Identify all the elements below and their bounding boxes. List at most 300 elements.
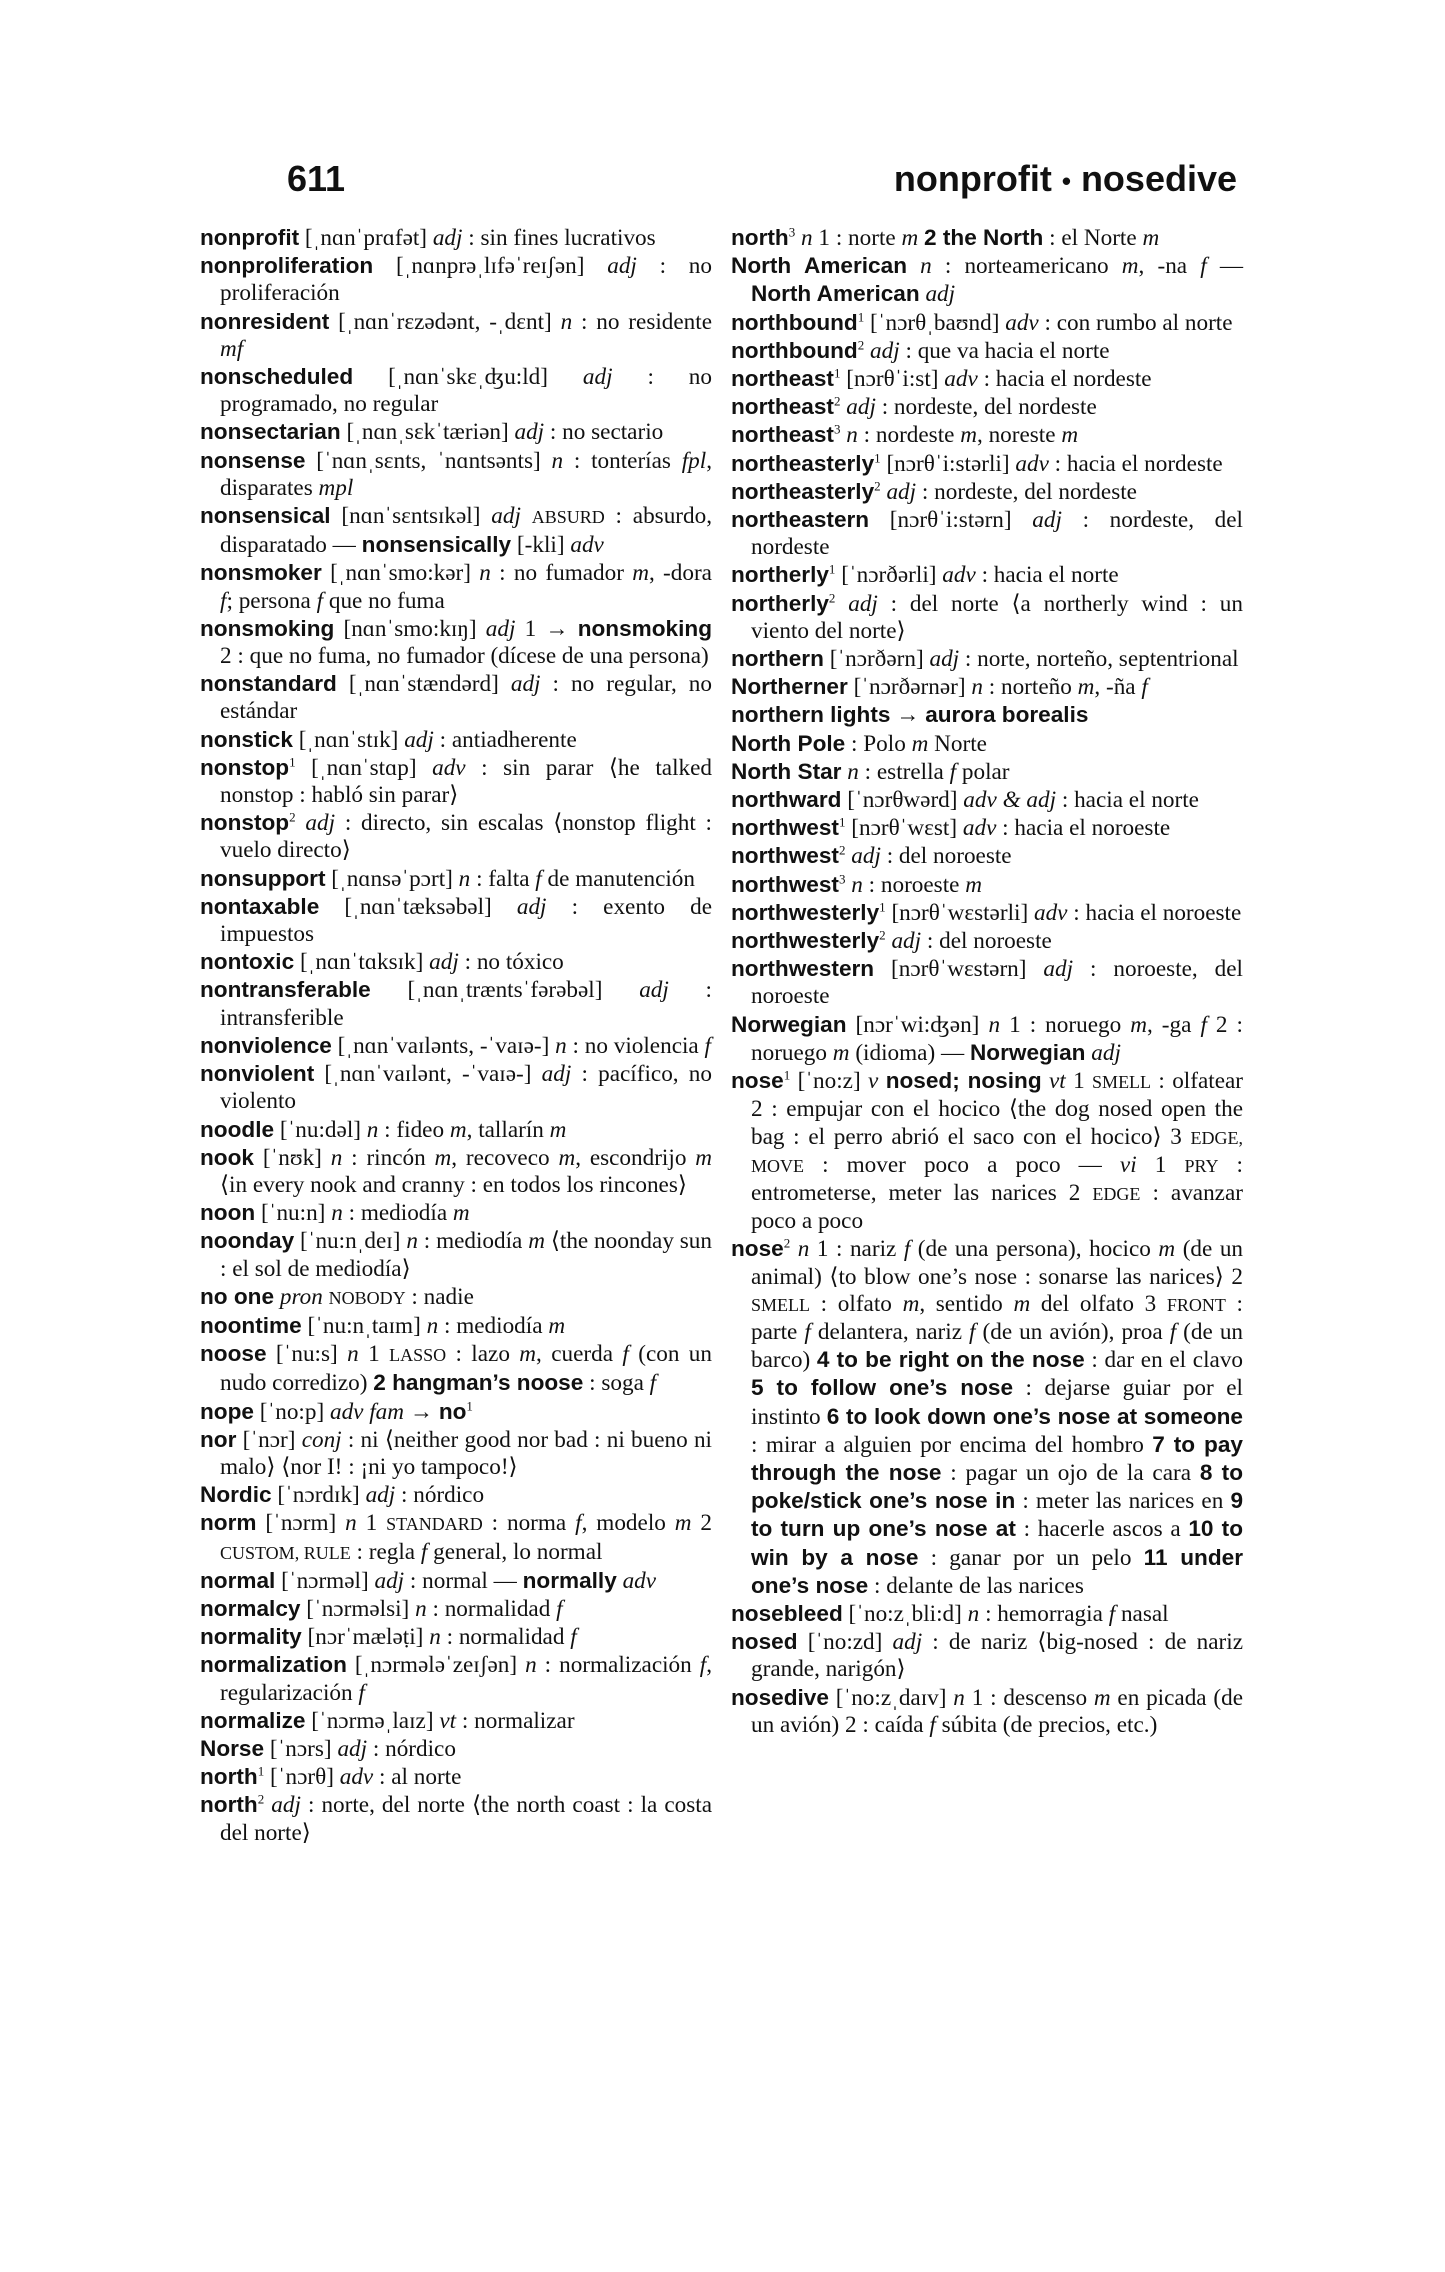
headword: nonscheduled	[200, 364, 354, 390]
dictionary-entry	[200, 502, 712, 559]
headword: Northerner	[731, 674, 848, 700]
label-italic: f	[570, 1624, 577, 1651]
dictionary-entry	[200, 865, 712, 893]
label-italic: m	[960, 422, 977, 449]
dictionary-entry	[200, 1340, 712, 1397]
label-italic: adj	[432, 225, 463, 251]
headword: nontransferable	[200, 977, 371, 1003]
label-italic: n	[345, 1510, 357, 1537]
label-italic: n	[429, 1624, 441, 1651]
definition-text: : norteño	[982, 674, 1078, 701]
dictionary-entry	[731, 309, 1243, 337]
label-italic: adj	[510, 671, 541, 698]
label-italic: f	[1200, 253, 1207, 280]
headword: 10 to win by a nose	[751, 1516, 1244, 1570]
dictionary-entry	[200, 308, 712, 363]
definition-text: [ˈno:zˌdaɪv]	[828, 1684, 954, 1711]
label-italic: m	[1158, 1236, 1176, 1263]
homograph-number: 1	[874, 449, 881, 465]
definition-text: [ˈno:z]	[790, 1068, 869, 1095]
headword: northern	[731, 646, 824, 672]
definition-text: : norte, norteño, septentrional	[959, 646, 1239, 673]
dictionary-entry	[731, 421, 1243, 449]
headword: noodle	[200, 1116, 275, 1142]
label-italic: adv	[432, 754, 466, 781]
definition-text: : al norte	[373, 1764, 462, 1791]
definition-text: [ˌnɑnˌsɛkˈtæriən]	[340, 419, 515, 446]
label-italic: adj	[305, 810, 336, 837]
definition-text: Norte	[928, 730, 987, 757]
definition-text: delantera, nariz	[810, 1318, 970, 1345]
definition-text: [-kli]	[511, 532, 571, 559]
label-italic: m	[449, 1116, 467, 1143]
definition-text: : mirar a alguien por encima del hombro	[751, 1431, 1153, 1458]
definition-text: : hacia el noroeste	[996, 815, 1171, 842]
dictionary-entry	[200, 559, 712, 614]
definition-text: , escondrijo	[575, 1144, 696, 1171]
label-italic: m	[549, 1116, 567, 1143]
definition-text: : nórdico	[395, 1482, 485, 1509]
dictionary-entry	[731, 1628, 1243, 1683]
label-italic: f	[1200, 1011, 1207, 1038]
definition-text: [ˈnu:s]	[266, 1341, 348, 1368]
definition-text: , tallarín	[466, 1116, 550, 1143]
definition-text: [nɔrˈwi:ʤən]	[846, 1011, 989, 1038]
label-italic: n	[347, 1341, 359, 1368]
label-italic: f	[575, 1510, 582, 1537]
headword: nonstop	[200, 810, 290, 836]
definition-text: [nɑnˈsmo:kɪŋ]	[334, 615, 486, 642]
headword: North American	[731, 253, 907, 279]
definition-text: : soga	[583, 1370, 650, 1397]
definition-text	[878, 1068, 885, 1094]
label-italic: m	[548, 1312, 566, 1339]
definition-text: 2	[691, 1510, 713, 1537]
small-caps-synonym: LASSO	[389, 1345, 447, 1366]
headword: nontaxable	[200, 893, 320, 919]
headword: nonsmoker	[200, 560, 322, 586]
definition-text: : no sectario	[544, 419, 664, 446]
label-italic: adj	[1091, 1039, 1121, 1066]
headword: northerly	[731, 590, 829, 616]
headword: nonsectarian	[200, 419, 341, 445]
definition-text: , cuerda	[536, 1341, 623, 1368]
homograph-number: 1	[838, 814, 846, 830]
definition-text: : parte	[751, 1290, 1244, 1345]
definition-text: [ˈnu:n]	[255, 1200, 332, 1227]
definition-text: : nordeste, del nordeste	[751, 507, 1243, 561]
definition-text: [ˈnu:nˌtaɪm]	[301, 1312, 427, 1339]
headword: Norwegian	[969, 1039, 1086, 1065]
headword: nontoxic	[200, 949, 295, 975]
definition-text: [nɔrθˈwɛst]	[845, 815, 963, 842]
label-italic: n	[366, 1116, 379, 1143]
definition-text: ⟨in every nook and cranny : en todos los rincones⟩	[220, 1171, 687, 1198]
definition-text: : nórdico	[367, 1735, 456, 1762]
guide-words	[894, 158, 1237, 200]
label-italic: adj	[870, 337, 900, 364]
definition-text: [ˈnɑnˌsɛnts, ˈnɑntsənts]	[305, 447, 552, 474]
definition-text	[1042, 1068, 1049, 1094]
dictionary-entry	[200, 1060, 712, 1115]
label-italic: mf	[220, 335, 244, 362]
label-italic: n	[846, 422, 858, 449]
definition-text: , -ña	[1094, 674, 1142, 701]
definition-text: [ˈnu:dəl]	[274, 1116, 367, 1143]
label-italic: m	[1093, 1684, 1111, 1711]
label-italic: n	[953, 1684, 965, 1711]
headword: northern lights	[731, 702, 891, 728]
headword: nonprofit	[200, 225, 300, 250]
headword: nosebleed	[731, 1600, 843, 1626]
label-italic: f	[929, 1711, 936, 1738]
label-italic: adv	[1033, 899, 1068, 926]
definition-text: →	[890, 702, 926, 729]
definition-text: ; persona	[226, 587, 317, 614]
homograph-number: 2	[289, 809, 296, 825]
label-italic: adj	[891, 928, 922, 955]
headword: 2 the North	[924, 225, 1044, 250]
label-italic: m	[558, 1144, 576, 1171]
dictionary-entry	[731, 645, 1243, 673]
definition-text: : nordeste, del nordeste	[875, 394, 1097, 421]
definition-text: [nɔrθˈi:st]	[840, 366, 945, 393]
homograph-number: 3	[833, 421, 841, 437]
dictionary-entry	[200, 1398, 712, 1426]
label-italic: f	[622, 1341, 629, 1368]
label-italic: adj	[1043, 956, 1074, 983]
small-caps-synonym: STANDARD	[386, 1514, 483, 1535]
dictionary-entry	[731, 814, 1243, 842]
definition-text: [ˈnʊk]	[253, 1144, 331, 1171]
label-italic: f	[535, 865, 542, 892]
headword: noontime	[200, 1312, 302, 1338]
label-italic: adj	[607, 253, 637, 280]
definition-text: : normal —	[404, 1567, 523, 1594]
definition-text: : sin parar ⟨he talked nonstop : habló sin parar⟩	[220, 754, 712, 809]
homograph-number: 1	[833, 365, 841, 381]
dictionary-entry	[731, 561, 1243, 589]
headword: nosed; nosing	[885, 1068, 1042, 1094]
dictionary-entry	[731, 786, 1243, 814]
headword: nonsensically	[361, 532, 512, 558]
label-italic: n	[920, 253, 932, 280]
definition-text: : antiadherente	[433, 726, 577, 753]
label-italic: m	[1121, 253, 1139, 280]
headword: northwestern	[731, 956, 875, 982]
headword: northeast	[731, 366, 834, 392]
definition-text: : hacia el norte	[975, 562, 1119, 589]
definition-text: [ˌnɑnˈvaɪlənt, -ˈvaɪə-]	[314, 1061, 542, 1088]
definition-text	[835, 591, 848, 617]
definition-text: , sentido	[919, 1290, 1014, 1317]
definition-text: →	[404, 1398, 439, 1425]
definition-text: [ˈno:zd]	[797, 1629, 893, 1656]
dictionary-entry	[200, 1032, 712, 1060]
definition-text: : normalidad	[440, 1624, 571, 1651]
definition-text: : noroeste, del noroeste	[751, 956, 1243, 1010]
definition-text	[907, 253, 920, 279]
headword: north	[200, 1792, 258, 1818]
definition-text: [ˈnu:nˌdeɪ]	[294, 1228, 407, 1255]
label-italic: adj	[582, 364, 613, 391]
dictionary-entry	[731, 1067, 1243, 1235]
headword: aurora borealis	[925, 702, 1089, 728]
dictionary-entry	[200, 1426, 712, 1481]
label-italic: adv fam	[329, 1398, 405, 1425]
headword: nose	[731, 1068, 784, 1094]
dictionary-entry	[200, 1763, 712, 1791]
label-italic: n	[551, 447, 564, 474]
definition-text: [ˈnɔrdɪk]	[271, 1482, 366, 1509]
definition-text: , -na	[1138, 253, 1201, 280]
dictionary-entry	[200, 1481, 712, 1509]
homograph-number: 2	[257, 1791, 265, 1807]
headword: nonsmoking	[200, 615, 335, 641]
definition-text: [ˈnɔrm]	[256, 1510, 346, 1537]
definition-text: ⟨the noonday sun : el sol de mediodía⟩	[220, 1228, 712, 1282]
definition-text: : sin fines lucrativos	[462, 225, 656, 251]
headword: Norse	[200, 1735, 265, 1761]
definition-text: [ˈnɔrməlsi]	[300, 1595, 416, 1622]
definition-text: (de una persona), hocico	[910, 1236, 1159, 1263]
dictionary-entry	[731, 955, 1243, 1010]
headword: northward	[731, 787, 842, 813]
label-italic: adj	[491, 503, 521, 530]
definition-text: 1	[356, 1510, 387, 1537]
homograph-number: 2	[857, 337, 865, 353]
definition-text: [ˌnɑnˈstɑp]	[295, 754, 433, 781]
definition-text: [nɔrθˈwɛstərn]	[874, 956, 1044, 983]
definition-text: : dejarse guiar por el instinto	[751, 1375, 1243, 1430]
label-italic: m	[674, 1510, 692, 1537]
definition-text: [ˈnɔrməˌlaɪz]	[305, 1707, 440, 1734]
dictionary-entry	[731, 871, 1243, 899]
label-italic: adv & adj	[963, 787, 1057, 814]
left-column	[200, 224, 712, 1847]
label-italic: adj	[929, 646, 960, 673]
headword: 6 to look down one’s nose at someone	[826, 1403, 1243, 1429]
definition-text: [ˌnɑnˌtræntsˈfərəbəl]	[370, 977, 640, 1004]
small-caps-synonym: SMELL	[1092, 1072, 1152, 1093]
definition-text: [ˌnɑnˈsmo:kər]	[321, 560, 480, 587]
small-caps-synonym: EDGE, MOVE	[751, 1127, 1243, 1176]
definition-text: : hemorragia	[979, 1600, 1109, 1627]
headword: 2 hangman’s noose	[373, 1370, 584, 1396]
headword: nonproliferation	[200, 253, 374, 279]
dictionary-entry	[200, 224, 712, 252]
definition-text: (de un barco)	[751, 1318, 1244, 1374]
label-italic: f	[903, 1236, 911, 1263]
definition-text: : regla	[350, 1538, 421, 1565]
dictionary-entry	[731, 450, 1243, 478]
headword: noonday	[200, 1228, 295, 1254]
definition-text: [ˌnɑnˈtæksəbəl]	[319, 893, 517, 920]
label-italic: vt	[439, 1707, 457, 1734]
headword: normality	[200, 1624, 302, 1650]
label-italic: adv	[962, 815, 997, 842]
label-italic: adv	[622, 1567, 657, 1594]
definition-text: , -dora	[648, 560, 712, 587]
headword: northwest	[731, 871, 839, 897]
definition-text: [nɔrˈmæləṭi]	[301, 1624, 430, 1651]
definition-text: [ˈnɔrməl]	[275, 1567, 375, 1594]
homograph-number: 2	[783, 1235, 791, 1251]
definition-text: : ganar por un pelo	[918, 1544, 1144, 1571]
definition-text: : hacia el noroeste	[1067, 899, 1242, 926]
label-italic: n	[415, 1595, 427, 1622]
homograph-number: 2	[828, 589, 836, 605]
definition-text: [ˈnɔrθˌbaʊnd]	[864, 309, 1006, 336]
label-italic: adj	[886, 478, 917, 505]
label-italic: adj	[514, 419, 545, 446]
definition-text: : hacia el nordeste	[977, 366, 1152, 393]
definition-text: : ni ⟨neither good nor bad : ni bueno ni malo⟩ ⟨nor I! : ¡ni yo tampoco!⟩	[220, 1426, 712, 1480]
definition-text: : normalizar	[456, 1707, 575, 1734]
headword: 9 to turn up one’s nose at	[751, 1488, 1244, 1542]
homograph-number: 1	[466, 1397, 473, 1413]
headword: north	[200, 1764, 258, 1790]
dictionary-entry	[731, 365, 1243, 393]
definition-text: [ˌnɑnˈprɑfət]	[299, 225, 433, 251]
dictionary-entry	[731, 1684, 1243, 1739]
definition-text: [ˈnɔrðərnər]	[847, 674, 972, 701]
definition-text: [ˌnɑnˈskɛˌʤu:ld]	[353, 364, 583, 391]
definition-text: : falta	[470, 865, 536, 892]
headword: northwest	[731, 843, 839, 869]
definition-text: : hacerle ascos a	[1015, 1516, 1189, 1543]
definition-text: 1 : noruego	[1000, 1011, 1131, 1038]
homograph-number: 2	[879, 927, 886, 943]
definition-text: polar	[956, 758, 1010, 785]
definition-text: : con rumbo al norte	[1038, 309, 1233, 336]
definition-text: [ˌnɑnsəˈpɔrt]	[325, 865, 459, 892]
definition-text: [ˈno:zˌbli:d]	[842, 1600, 968, 1627]
dictionary-entry	[200, 948, 712, 976]
definition-text: [ˌnɑnprəˌlɪfəˈreɪʃən]	[373, 253, 608, 280]
definition-text: : rincón	[342, 1144, 435, 1171]
definition-text: 2 : que no fuma, no fumador (dícese de una persona)	[220, 643, 709, 670]
headword: normally	[522, 1567, 617, 1593]
dictionary-entry	[731, 337, 1243, 365]
definition-text: : nordeste, del nordeste	[916, 478, 1137, 505]
headword: nonsensical	[200, 503, 331, 529]
dictionary-entry	[731, 252, 1243, 308]
label-italic: n	[847, 758, 859, 785]
headword: nonsense	[200, 447, 306, 473]
definition-text: [ˈnɔrθwərd]	[841, 787, 964, 814]
headword: noose	[200, 1341, 267, 1367]
headword: 5 to follow one’s nose	[751, 1375, 1014, 1401]
label-italic: n	[967, 1600, 980, 1627]
definition-text: : de nariz ⟨big-nosed : de nariz grande, narigón⟩	[751, 1629, 1243, 1683]
label-italic: n	[801, 225, 813, 251]
definition-text: : delante de las narices	[868, 1572, 1084, 1599]
definition-text: : mediodía	[417, 1228, 529, 1255]
definition-text: : no proliferación	[220, 253, 712, 307]
label-italic: n	[479, 560, 491, 587]
definition-text: : entrometerse, meter las narices 2	[751, 1151, 1243, 1206]
label-italic: f	[556, 1595, 563, 1622]
label-italic: n	[406, 1228, 418, 1255]
label-italic: vt	[1049, 1068, 1066, 1095]
label-italic: adj	[374, 1567, 405, 1594]
definition-text: , noreste	[976, 422, 1062, 449]
label-italic: adj	[846, 394, 876, 421]
dictionary-entry	[200, 809, 712, 864]
headword: nonresident	[200, 308, 330, 334]
headword: no	[438, 1398, 467, 1424]
headword: northwesterly	[731, 928, 880, 954]
definition-text: —	[1206, 253, 1244, 280]
small-caps-synonym: EDGE	[1092, 1183, 1141, 1204]
guide-word-first: nonprofit	[893, 158, 1052, 199]
label-italic: f	[220, 587, 227, 614]
dictionary-entry	[200, 976, 712, 1031]
label-italic: f	[1169, 1318, 1177, 1345]
label-italic: n	[525, 1652, 537, 1679]
homograph-number: 1	[828, 561, 836, 577]
homograph-number: 3	[838, 870, 846, 886]
definition-text: [ˈno:p]	[253, 1398, 330, 1425]
label-italic: adj	[516, 893, 547, 920]
dictionary-entry	[200, 670, 712, 725]
definition-text: , regularización	[220, 1652, 712, 1706]
label-italic: n	[331, 1200, 343, 1227]
dictionary-entry	[200, 1227, 712, 1282]
definition-text: : mover poco a poco —	[804, 1151, 1120, 1178]
dictionary-entry	[200, 1791, 712, 1846]
definition-text: : no violencia	[566, 1032, 705, 1059]
definition-text: : mediodía	[342, 1200, 453, 1227]
definition-text	[296, 810, 306, 836]
headword: Norwegian	[731, 1011, 847, 1037]
dictionary-entry	[731, 701, 1243, 729]
definition-text: súbita (de precios, etc.)	[935, 1711, 1158, 1738]
label-italic: m	[901, 225, 919, 251]
label-italic: adv	[1015, 450, 1049, 477]
dictionary-entry	[200, 363, 712, 418]
dictionary-entry	[731, 1011, 1243, 1067]
small-caps-synonym: CUSTOM, RULE	[220, 1542, 351, 1563]
label-italic: n	[426, 1312, 439, 1339]
headword: nonsupport	[200, 865, 326, 891]
definition-text: : mediodía	[438, 1312, 549, 1339]
definition-text: : norma	[482, 1510, 576, 1537]
definition-text: nasal	[1115, 1600, 1169, 1627]
definition-text: : exento de impuestos	[220, 893, 712, 948]
headword: nonstandard	[200, 671, 337, 697]
label-italic: adj	[1032, 507, 1062, 534]
guide-separator: •	[1061, 165, 1071, 196]
label-italic: adj	[639, 977, 669, 1004]
label-italic: v	[868, 1068, 879, 1095]
definition-text: , modelo	[581, 1510, 675, 1537]
label-italic: m	[519, 1341, 537, 1368]
definition-text: [ˈnɔrs]	[264, 1735, 338, 1762]
label-italic: m	[434, 1144, 452, 1171]
definition-text: [ˈnɔrðərli]	[835, 562, 943, 589]
label-italic: pron	[279, 1283, 323, 1310]
definition-text: : Polo	[845, 730, 912, 757]
headword: nonstick	[200, 726, 293, 752]
dictionary-entry	[200, 615, 712, 670]
headword: 11 under one’s nose	[751, 1544, 1243, 1598]
dictionary-entry	[200, 447, 712, 502]
headword: northbound	[731, 309, 858, 335]
dictionary-entry	[731, 1600, 1243, 1628]
headword: North American	[751, 281, 920, 307]
